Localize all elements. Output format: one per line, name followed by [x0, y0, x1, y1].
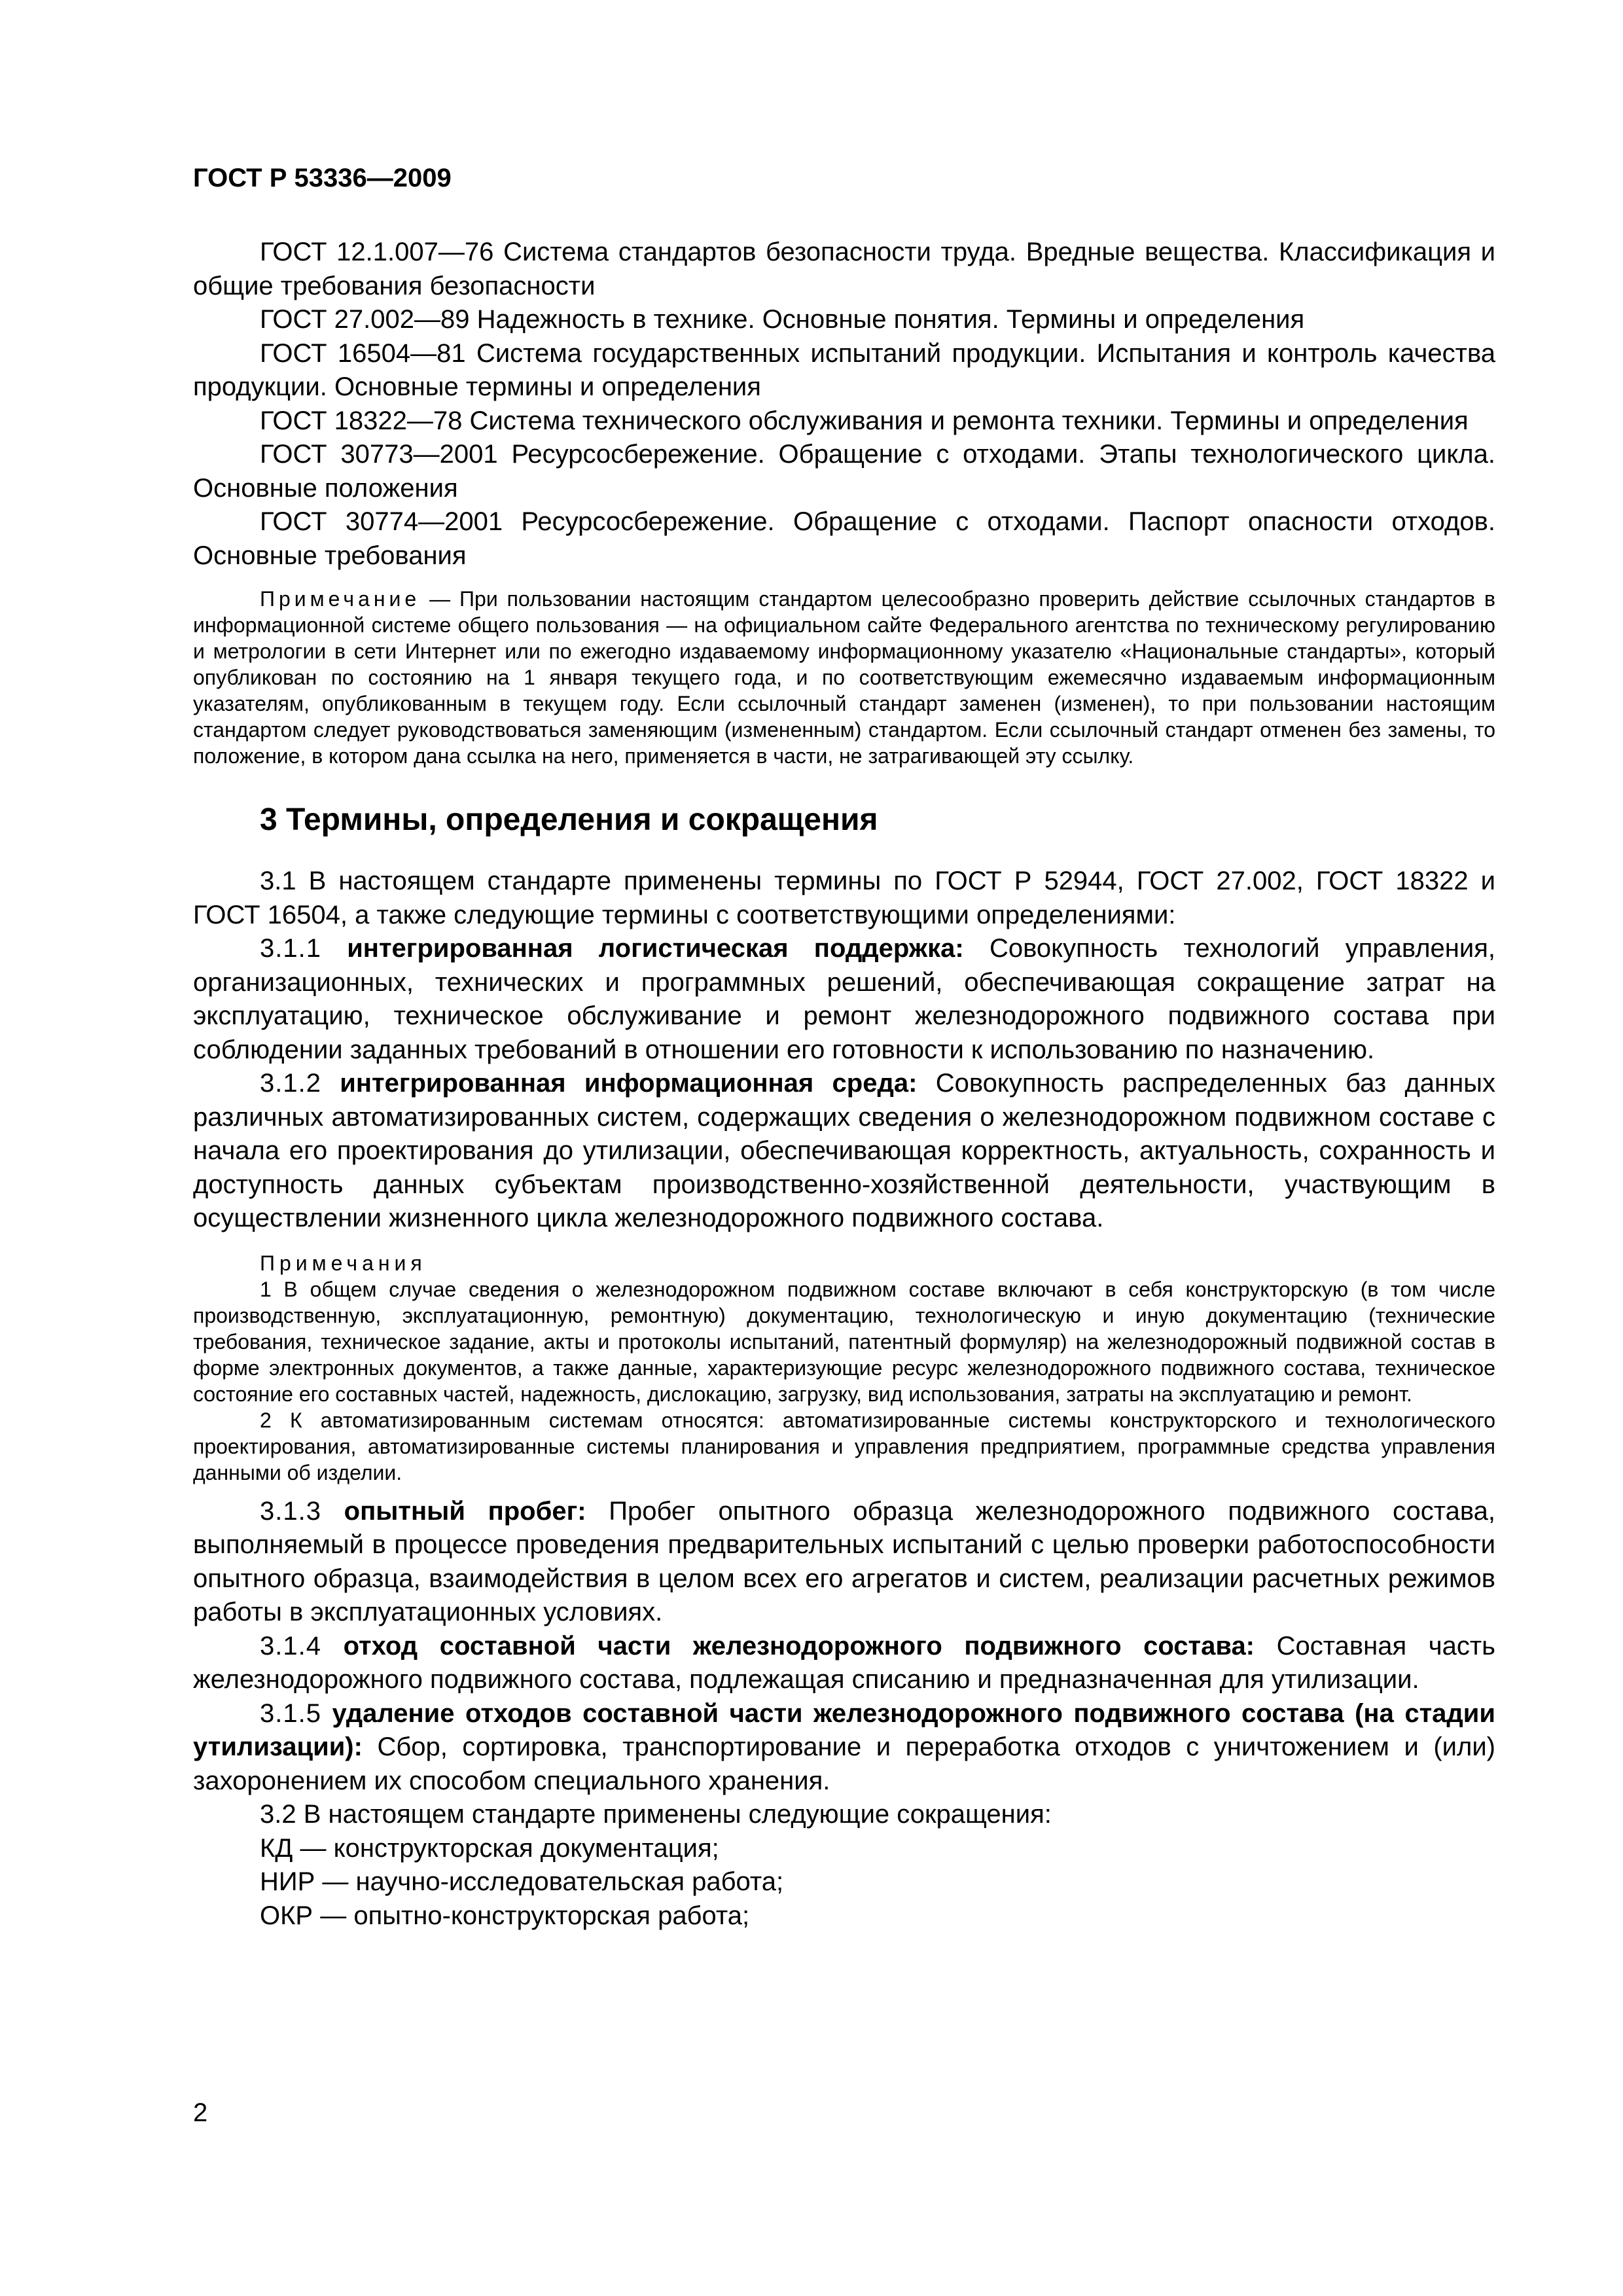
clause-3-1: 3.1 В настоящем стандарте применены термины по ГОСТ Р 52944, ГОСТ 27.002, ГОСТ 18322 и ГОСТ 16504, а также следующие термины с соответствующими определениями: — [193, 867, 1495, 929]
term-definition: Составная часть железнодорожного подвижного состава, подлежащая списанию и предназначенная для утилизации. — [193, 1631, 1495, 1694]
page-number: 2 — [193, 2098, 208, 2127]
term-entry: 3.1.1 интегрированная логистическая поддержка: Совокупность технологий управления, организационных, технических и программных решений, обеспечивающая сокращение затрат на эксплуатацию, техническое обслуживание и ремонт железнодорожного подвижного состава при соблюдении заданных требований в отношении его готовности к использованию по назначению. — [193, 934, 1496, 1064]
term-entry: 3.1.4 отход составной части железнодорожного подвижного состава: Составная часть железнодорожного подвижного состава, подлежащая списанию и предназначенная для утилизации. — [193, 1631, 1495, 1694]
term-name: интегрированная логистическая поддержка: — [347, 934, 964, 963]
term-entry: 3.1.3 опытный пробег: Пробег опытного образца железнодорожного подвижного состава, выполняемый в процессе проведения предварительных испытаний с целью проверки работоспособности опытного образца, взаимодействия в целом всех его агрегатов и систем, реализации расчетных режимов работы в эксплуатационных условиях. — [193, 1496, 1495, 1626]
term-notes-heading: Примечания — [260, 1251, 427, 1275]
abbreviation-item: КД — конструкторская документация; — [260, 1833, 719, 1863]
term-name: опытный пробег: — [344, 1496, 586, 1526]
reference-item: ГОСТ 12.1.007—76 Система стандартов безопасности труда. Вредные вещества. Классификация и общие требования безопасности — [193, 238, 1496, 300]
reference-note — [193, 586, 1495, 769]
term-definition: Пробег опытного образца железнодорожного подвижного состава, выполняемый в процессе проведения предварительных испытаний с целью проверки работоспособности опытного образца, взаимодействия в целом всех его агрегатов и систем, реализации расчетных режимов работы в эксплуатационных условиях. — [193, 1496, 1495, 1626]
term-definition: Совокупность распределенных баз данных различных автоматизированных систем, содержащих сведения о железнодорожном подвижном составе с начала его проектирования до утилизации, обеспечивающая корректность, актуальность, сохранность и доступность данных субъектам производственно-хозяйственной деятельности, участвующим в осуществлении жизненного цикла железнодорожного подвижного состава. — [193, 1069, 1495, 1232]
term-entry: 3.1.2 интегрированная информационная среда: Совокупность распределенных баз данных различных автоматизированных систем, содержащих сведения о железнодорожном подвижном составе с начала его проектирования до утилизации, обеспечивающая корректность, актуальность, сохранность и доступность данных субъектам производственно-хозяйственной деятельности, участвующим в осуществлении жизненного цикла железнодорожного подвижного состава. — [193, 1069, 1495, 1232]
reference-item: ГОСТ 30773—2001 Ресурсосбережение. Обращение с отходами. Этапы технологического цикла. Основные положения — [193, 440, 1495, 503]
term-definition: Сбор, сортировка, транспортирование и переработка отходов с уничтожением и (или) захоронением их способом специального хранения. — [193, 1732, 1495, 1795]
reference-item: ГОСТ 18322—78 Система технического обслуживания и ремонта техники. Термины и определения — [260, 406, 1469, 435]
term-note-item: 2 К автоматизированным системам относятся: автоматизированные системы конструкторского и технологического проектирования, автоматизированные системы планирования и управления предприятием, программные средства управления данными об изделии. — [193, 1408, 1495, 1484]
term-definition: Совокупность технологий управления, организационных, технических и программных решений, обеспечивающая сокращение затрат на эксплуатацию, техническое обслуживание и ремонт железнодорожного подвижного состава при соблюдении заданных требований в отношении его готовности к использованию по назначению. — [193, 934, 1496, 1064]
reference-item: ГОСТ 27.002—89 Надежность в технике. Основные понятия. Термины и определения — [260, 305, 1305, 334]
page-header-title: ГОСТ Р 53336—2009 — [193, 164, 452, 192]
term-note-item: 1 В общем случае сведения о железнодорожном подвижном составе включают в себя конструкторскую (в том числе производственную, эксплуатационную, ремонтную) документацию, технологическую и иную документацию (технические требования, техническое задание, акты и протоколы испытаний, патентный формуляр) на железнодорожный подвижной состав в форме электронных документов, а также данные, характеризующие ресурс железнодорожного подвижного состава, техническое состояние его составных частей, надежность, дислокацию, загрузку, вид использования, затраты на эксплуатацию и ремонт. — [193, 1277, 1495, 1406]
abbreviation-item: ОКР — опытно-конструкторская работа; — [260, 1901, 750, 1930]
document-body — [193, 236, 1495, 1933]
term-entry: 3.1.5 удаление отходов составной части железнодорожного подвижного состава (на стадии утилизации): Сбор, сортировка, транспортирование и переработка отходов с уничтожением и (или) захоронением их способом специального хранения. — [193, 1698, 1495, 1795]
abbreviation-item: НИР — научно-исследовательская работа; — [260, 1867, 784, 1896]
reference-item: ГОСТ 30774—2001 Ресурсосбережение. Обращение с отходами. Паспорт опасности отходов. Основные требования — [193, 507, 1495, 570]
reference-item: ГОСТ 16504—81 Система государственных испытаний продукции. Испытания и контроль качества продукции. Основные термины и определения — [193, 338, 1495, 401]
note-text: — При пользовании настоящим стандартом целесообразно проверить действие ссылочных стандартов в информационной системе общего пользования — на официальном сайте Федерального агентства по техническому регулированию и метрологии в сети Интернет или по ежегодно издаваемому информационному указателю «Национальные стандарты», который опубликован по состоянию на 1 января текущего года, и по соответствующим ежемесячно издаваемым информационным указателям, опубликованным в текущем году. Если ссылочный стандарт заменен (изменен), то при пользовании настоящим стандартом следует руководствоваться заменяющим (измененным) стандартом. Если ссылочный стандарт отменен без замены, то положение, в котором дана ссылка на него, применяется в части, не затрагивающей эту ссылку. — [193, 587, 1496, 768]
clause-3-2: 3.2 В настоящем стандарте применены следующие сокращения: — [260, 1800, 1052, 1829]
note-label: Примечание — [260, 587, 421, 611]
term-name: удаление отходов составной части железнодорожного подвижного состава (на стадии утилизации): — [193, 1698, 1495, 1761]
references-list — [193, 236, 1495, 573]
term-name: отход составной части железнодорожного подвижного состава: — [343, 1631, 1255, 1660]
section-title: 3 Термины, определения и сокращения — [260, 802, 878, 837]
term-name: интегрированная информационная среда: — [340, 1069, 918, 1098]
